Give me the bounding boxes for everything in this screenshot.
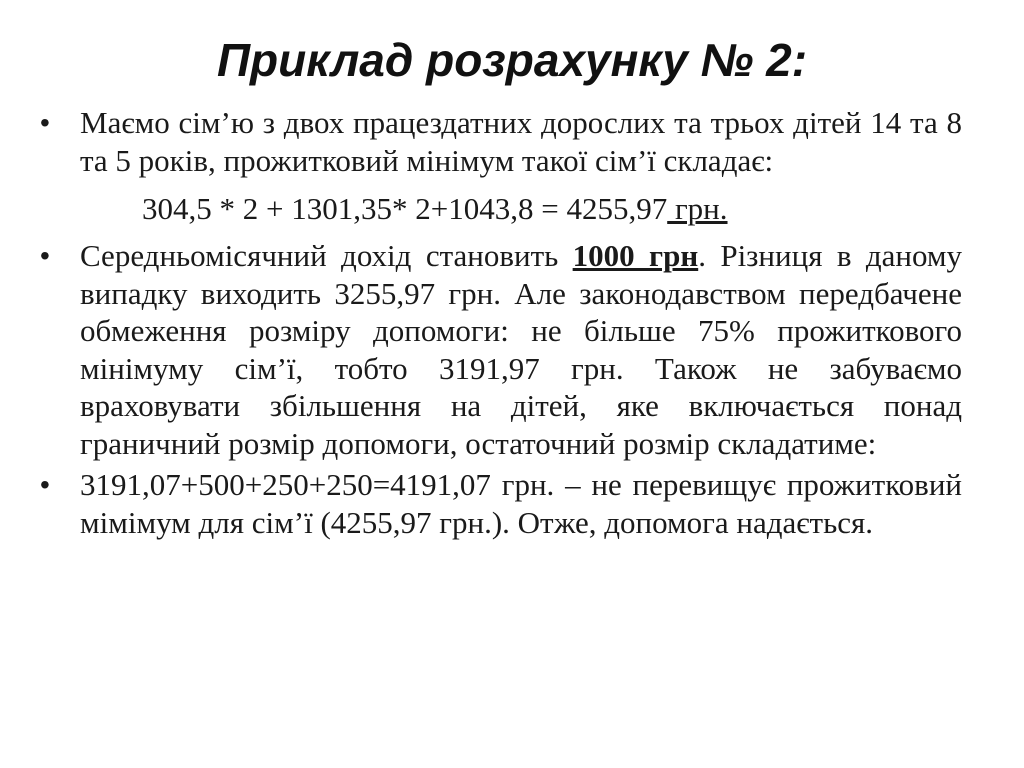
bullet-item-result — [40, 466, 962, 541]
bullet-icon: • — [40, 240, 50, 271]
income-text-before: Середньомісячний дохід становить — [80, 238, 573, 273]
formula-line — [40, 189, 962, 229]
bullet-text-family: Маємо сім’ю з двох працездатних дорослих та трьох дітей 14 та 8 та 5 років, прожитковий мінімум такої сім’ї складає: — [80, 105, 962, 178]
slide-content — [40, 104, 962, 541]
formula-expression: 304,5 * 2 + 1301,35* 2+1043,8 = 4255,97 — [142, 191, 668, 226]
bullet-icon: • — [40, 469, 50, 500]
bullet-item-income — [40, 237, 962, 462]
slide-title: Приклад розрахунку № 2: — [216, 34, 808, 86]
bullet-text-result: 3191,07+500+250+250=4191,07 грн. – не перевищує прожитковий мімімум для сім’ї (4255,97 грн.). Отже, допомога надається. — [80, 467, 962, 540]
income-amount: 1000 грн — [572, 238, 699, 273]
bullet-item-family — [40, 104, 962, 179]
income-text-after: . Різниця в даному випадку виходить 3255,97 грн. Але законодавством передбачене обмеження розміру допомоги: не більше 75% прожиткового мінімуму сім’ї, тобто 3191,97 грн. Також не забуваємо враховувати збільшення на дітей, яке включається понад граничний розмір допомоги, остаточний розмір складатиме: — [80, 238, 962, 461]
formula-unit: грн. — [667, 191, 728, 226]
bullet-icon: • — [40, 107, 50, 138]
